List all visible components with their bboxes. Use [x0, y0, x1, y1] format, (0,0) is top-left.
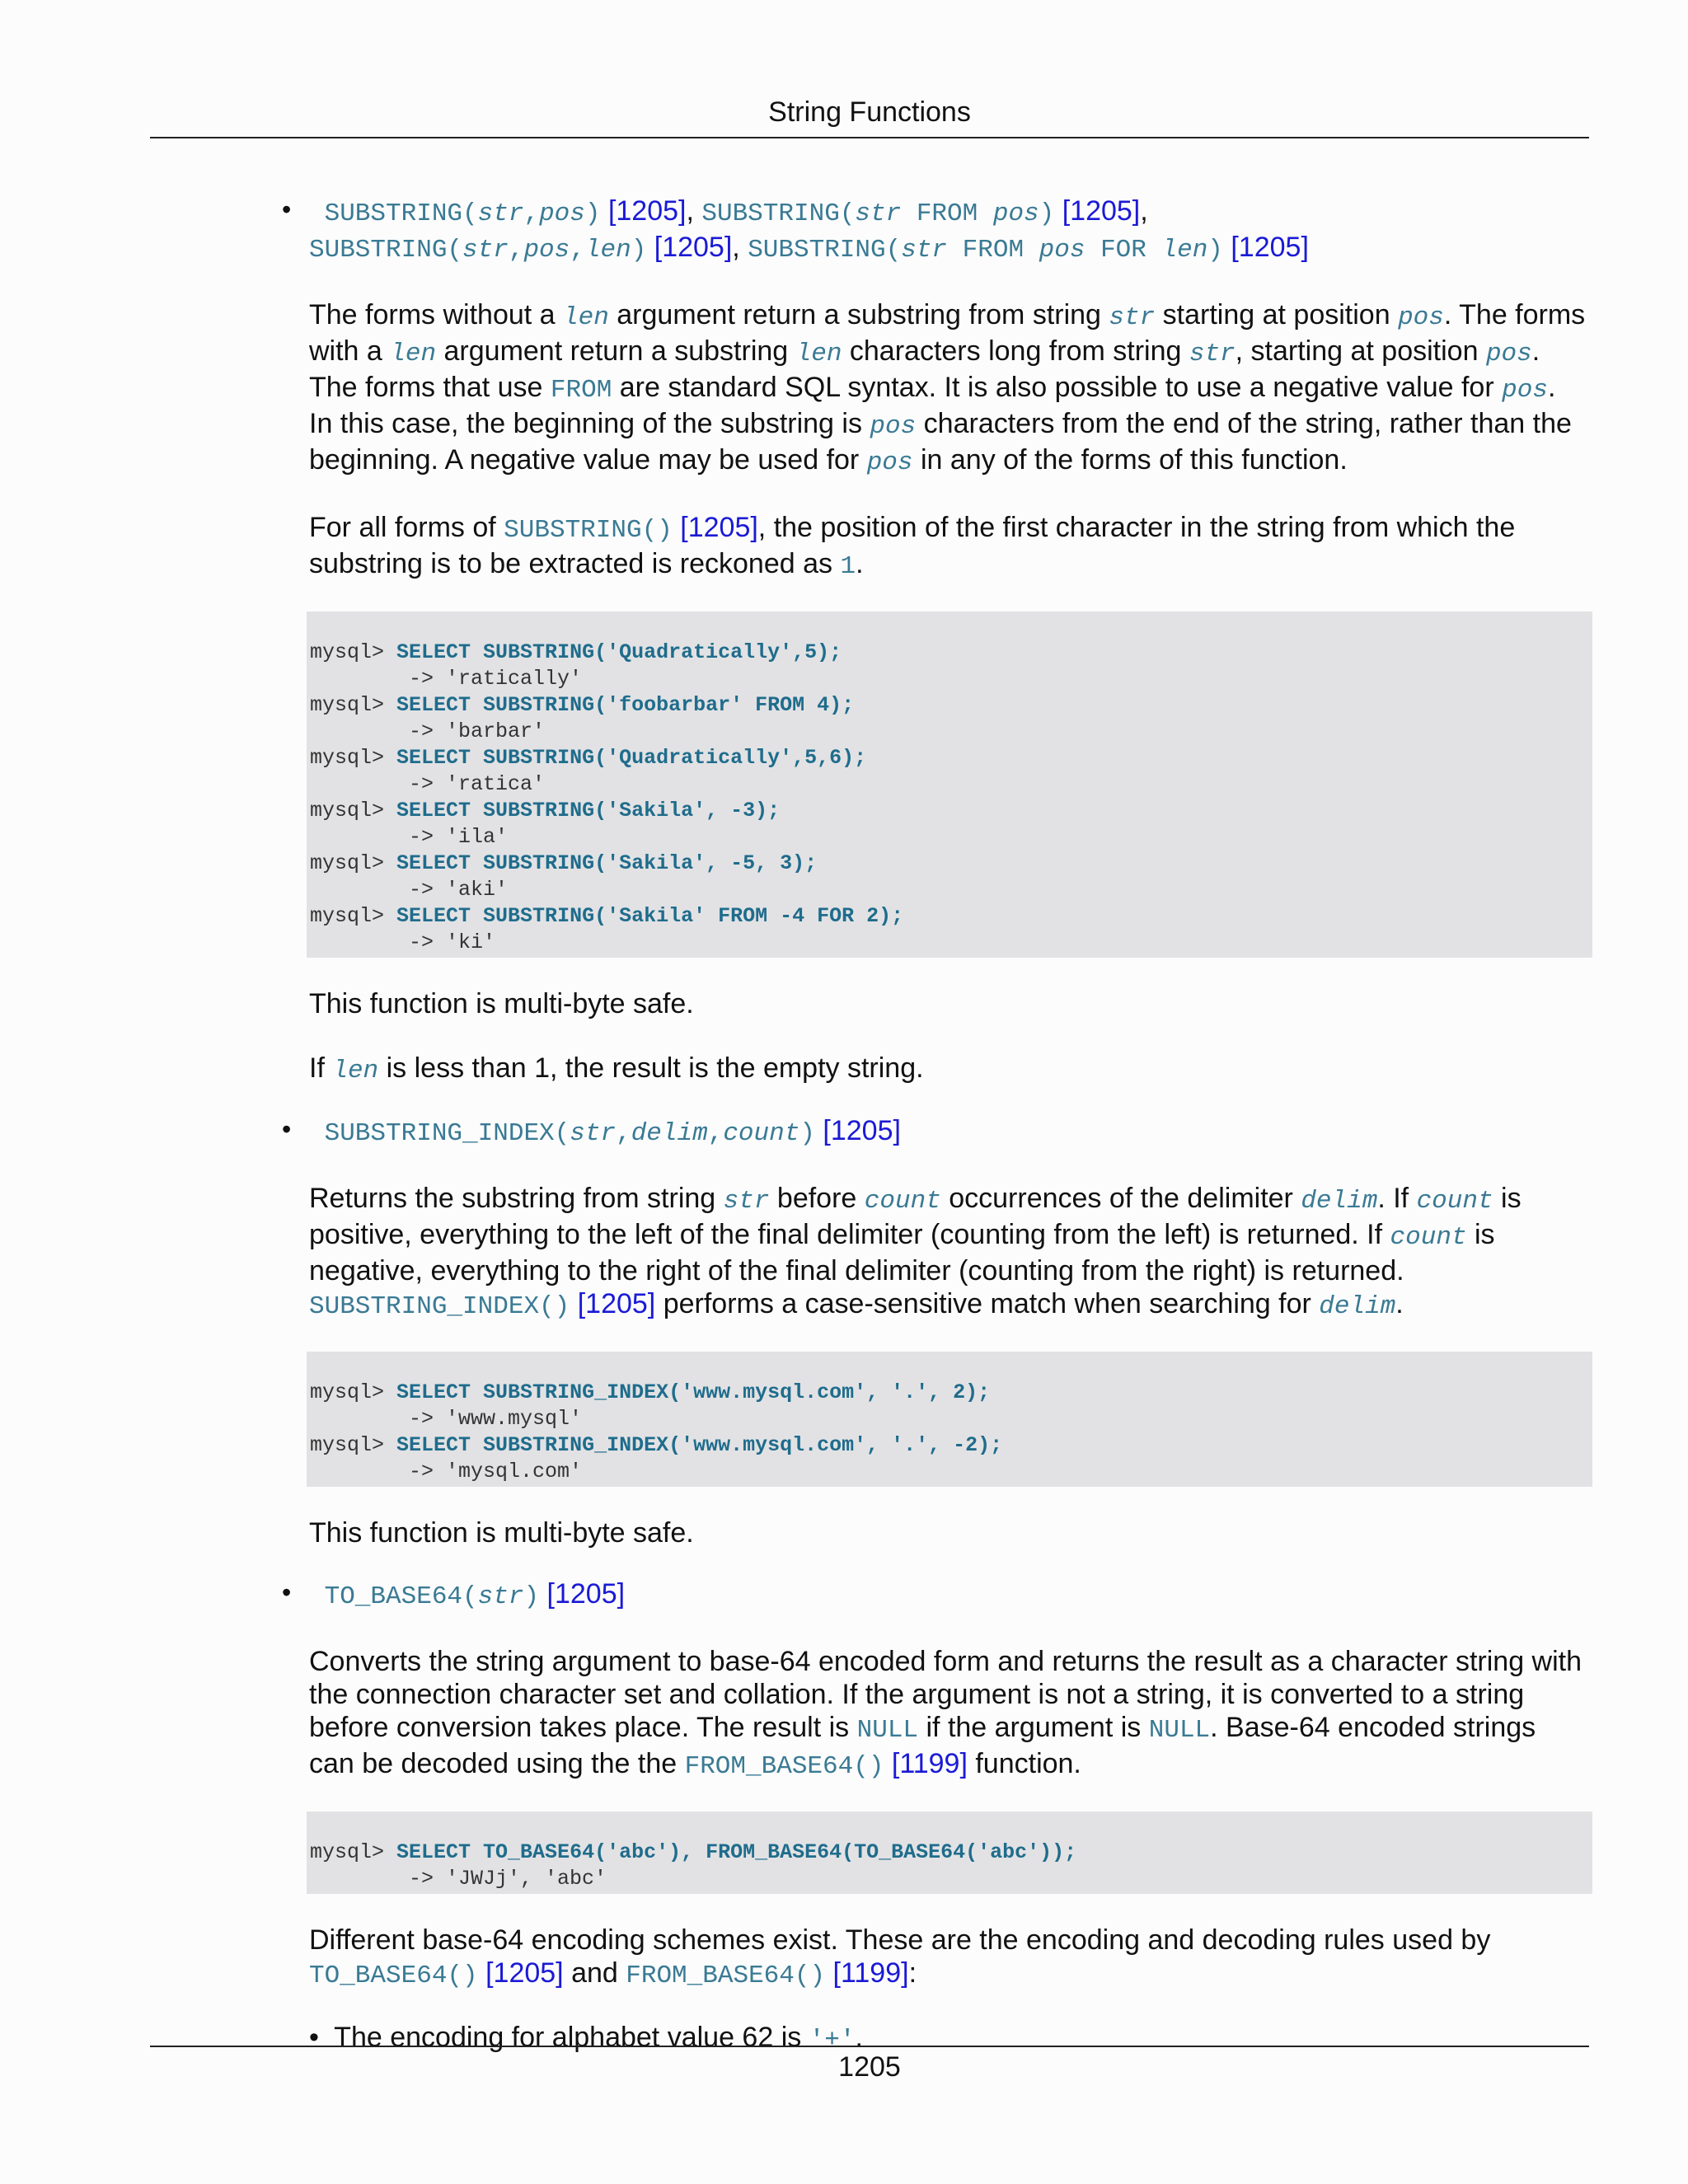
paragraph: Converts the string argument to base-64 encoded form and returns the result as a character string with the connection character set and collation. If the argument is not a string, it is converted to a string before conversion takes place. The result is NULL if the argument is NULL. Base-64 encoded strings can be decoded using the the FROM_BASE64() [1199] function. [309, 1646, 1582, 1781]
page-link[interactable]: [1199] [832, 1957, 909, 1989]
code-line: mysql> SELECT SUBSTRING('Quadratically',5); [310, 640, 842, 664]
code-output: -> 'ki' [310, 930, 496, 954]
code-line: mysql> SELECT SUBSTRING('foobarbar' FROM 4); [310, 693, 855, 717]
signature-4[interactable]: SUBSTRING(str FROM pos FOR len) [1205] [748, 232, 1309, 265]
code-line: mysql> SELECT TO_BASE64('abc'), FROM_BASE64(TO_BASE64('abc')); [310, 1840, 1077, 1864]
page-link[interactable]: [1199] [891, 1748, 968, 1779]
code-output: -> 'barbar' [310, 719, 546, 743]
function-entry-substring-index [0, 1114, 1688, 1549]
header-rule [150, 137, 1589, 138]
signature-3[interactable]: SUBSTRING(str,pos,len) [1205] [309, 232, 733, 265]
paragraph: For all forms of SUBSTRING() [1205], the position of the first character in the string from which the substring is to be extracted is reckoned as 1. [309, 512, 1516, 581]
signature-2[interactable]: SUBSTRING(str FROM pos) [1205] [701, 195, 1141, 228]
code-output: -> 'ila' [310, 825, 509, 849]
paragraph: Different base-64 encoding schemes exist. These are the encoding and decoding rules used by TO_BASE64() [1205] and FROM_BASE64() [1199]: [309, 1924, 1491, 1990]
code-line: mysql> SELECT SUBSTRING('Quadratically',5,6); [310, 746, 867, 770]
code-output: -> 'mysql.com' [310, 1460, 583, 1483]
bullet: • [282, 1114, 292, 1144]
code-output: -> 'aki' [310, 878, 509, 902]
function-entry-to-base64 [0, 1577, 1688, 2057]
code-line: mysql> SELECT SUBSTRING_INDEX('www.mysql.com', '.', 2); [310, 1380, 991, 1404]
code-output: -> 'ratica' [310, 772, 546, 796]
code-line: mysql> SELECT SUBSTRING('Sakila', -5, 3); [310, 851, 818, 875]
code-block [307, 1811, 1592, 1894]
function-signatures: SUBSTRING(str,pos) [1205], SUBSTRING(str FROM pos) [1205], SUBSTRING(str,pos,len) [1205], SUBSTRING(str FROM pos FOR len) [1205] [309, 195, 1309, 265]
paragraph: This function is multi-byte safe. [309, 988, 694, 1019]
function-signature[interactable]: SUBSTRING_INDEX(str,delim,count) [1205] [309, 1115, 901, 1148]
code-output: -> 'ratically' [310, 667, 583, 691]
paragraph: The forms without a len argument return a substring from string str starting at position pos. The forms with a len argument return a substring len characters long from string str, starting at position pos. The forms that use FROM are standard SQL syntax. It is also possible to use a negative value for pos. In this case, the beginning of the substring is pos characters from the end of the string, rather than the beginning. A negative value may be used for pos in any of the forms of this function. [309, 299, 1586, 477]
bullet: • [282, 1577, 292, 1607]
function-signature[interactable]: TO_BASE64(str) [1205] [309, 1578, 626, 1611]
signature-1[interactable]: SUBSTRING(str,pos) [1205] [309, 195, 687, 228]
code-line: mysql> SELECT SUBSTRING('Sakila', -3); [310, 799, 781, 823]
sub-bullet: • The encoding for alphabet value 62 is '+'. [309, 2022, 863, 2055]
page-number: 1205 [838, 2051, 901, 2083]
function-entry-substring [0, 190, 1688, 1088]
page-header: String Functions [768, 96, 971, 128]
page-content [0, 190, 1688, 2057]
bullet: • [282, 194, 292, 224]
page-link[interactable]: [1205] [485, 1957, 564, 1989]
code-block [307, 612, 1592, 958]
page-link[interactable]: [1205] [680, 512, 758, 543]
code-line: mysql> SELECT SUBSTRING('Sakila' FROM -4 FOR 2); [310, 904, 904, 928]
paragraph: If len is less than 1, the result is the empty string. [309, 1052, 924, 1085]
paragraph: This function is multi-byte safe. [309, 1517, 694, 1549]
code-block [307, 1352, 1592, 1487]
page-link[interactable]: [1205] [577, 1288, 656, 1319]
code-output: -> 'www.mysql' [310, 1407, 583, 1431]
code-line: mysql> SELECT SUBSTRING_INDEX('www.mysql.com', '.', -2); [310, 1433, 1003, 1457]
code-output: -> 'JWJj', 'abc' [310, 1867, 607, 1891]
paragraph: Returns the substring from string str before count occurrences of the delimiter delim. If count is positive, everything to the left of the final delimiter (counting from the left) is returned. If count is negative, everything to the right of the final delimiter (counting from the right) is returned. SUBSTRING_INDEX() [1205] performs a case-sensitive match when searching for delim. [309, 1183, 1522, 1321]
